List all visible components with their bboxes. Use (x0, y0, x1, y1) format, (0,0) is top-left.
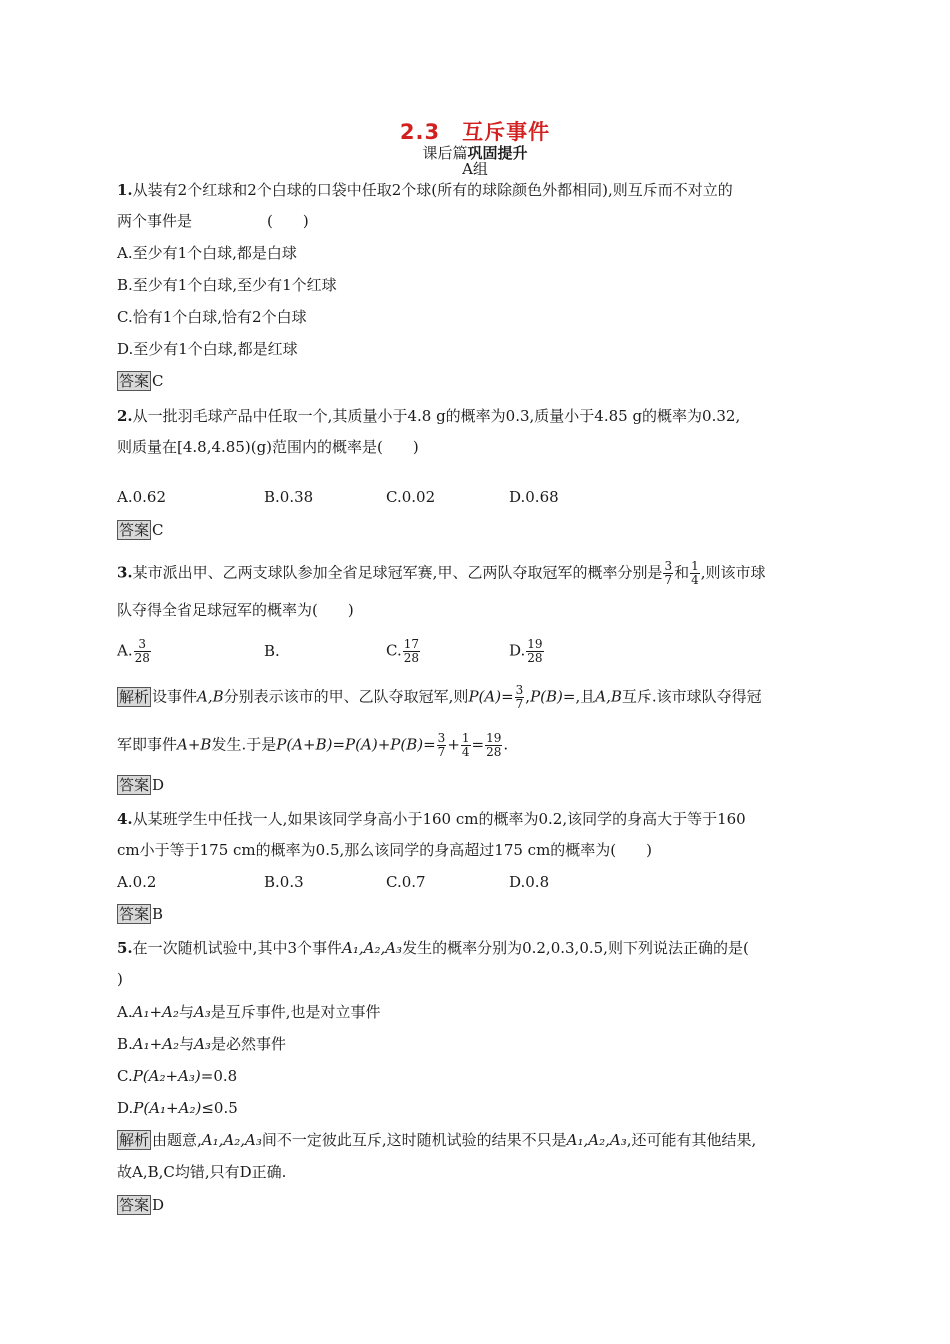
q3-number: 3. (117, 563, 133, 582)
math-var: A₁,A₂,A₃ (342, 939, 403, 957)
q4-number: 4. (117, 810, 133, 828)
subtitle-bold: 巩固提升 (467, 144, 528, 162)
q3-option-d-fraction (526, 638, 543, 665)
analysis-tag: 解析 (119, 687, 150, 706)
q3-fraction-2 (690, 560, 700, 587)
text: ,还可能有其他结果, (626, 1131, 757, 1149)
frac-num: 19 (527, 637, 543, 651)
frac-den: 28 (403, 651, 419, 665)
q1-stem-line1 (117, 180, 733, 200)
q3-stem-text1c: ,则该市球 (700, 563, 766, 582)
text: = (501, 687, 514, 706)
math-expr: P(A₂+A₃) (132, 1067, 201, 1085)
q3-analysis-line1 (117, 684, 762, 711)
text: 是互斥事件,也是对立事件 (210, 1003, 381, 1021)
math-expr: P(B) (390, 735, 424, 754)
q4-stem-line2: cm小于等于175 cm的概率为0.5,那么该同学的身高超过175 cm的概率为( ) (117, 841, 653, 859)
q3-fraction-1-4 (461, 732, 471, 759)
q3-fraction-1 (663, 560, 673, 587)
q3-answer-value: D (152, 776, 165, 794)
math-expr: P(A+B) (276, 735, 333, 754)
q2-option-b: B.0.38 (264, 488, 314, 506)
q1-option-a: A.至少有1个白球,都是白球 (117, 244, 297, 262)
frac-den: 28 (134, 651, 150, 665)
q4-stem-line1 (117, 809, 746, 829)
q5-option-d (117, 1098, 238, 1118)
math-var: A₃ (194, 1035, 211, 1053)
answer-tag: 答案 (119, 372, 150, 390)
q4-option-a: A.0.2 (117, 873, 157, 891)
frac-num: 3 (515, 683, 524, 697)
frac-num: 17 (403, 637, 419, 651)
text: 发生的概率分别为0.2,0.3,0.5,则下列说法正确的是( (402, 939, 749, 957)
q4-stem-text1: 从某班学生中任找一人,如果该同学身高小于160 cm的概率为0.2,该同学的身高大于等于160 (132, 810, 746, 828)
frac-den: 7 (437, 745, 446, 759)
text: , (525, 687, 531, 706)
option-label: A. (117, 1003, 133, 1021)
answer-tag: 答案 (119, 776, 150, 794)
q1-option-c: C.恰有1个白球,恰有2个白球 (117, 308, 307, 326)
text: 由题意, (152, 1131, 202, 1149)
math-expr: A₁+A₂ (132, 1003, 179, 1021)
option-label: D. (509, 641, 526, 660)
math-var: A,B (197, 687, 224, 706)
math-expr: P(A₁+A₂) (133, 1099, 202, 1117)
q1-option-d: D.至少有1个白球,都是红球 (117, 340, 298, 358)
subtitle-prefix: 课后篇 (422, 144, 468, 162)
text: 发生.于是 (211, 735, 277, 754)
answer-tag: 答案 (119, 521, 150, 539)
frac-den: 4 (461, 745, 470, 759)
frac-den: 7 (664, 573, 673, 587)
math-var: A₁,A₂,A₃ (201, 1131, 262, 1149)
q5-answer-value: D (152, 1196, 165, 1214)
frac-den: 4 (691, 573, 699, 587)
q5-option-a (117, 1002, 381, 1022)
math-expr: P(A) (468, 687, 502, 706)
frac-num: 3 (437, 731, 446, 745)
text: =0.8 (200, 1067, 238, 1085)
analysis-tag: 解析 (119, 1131, 150, 1149)
q3-option-c-fraction (403, 638, 420, 665)
frac-num: 19 (486, 731, 502, 745)
q2-stem-text1: 从一批羽毛球产品中任取一个,其质量小于4.8 g的概率为0.3,质量小于4.85 g的概率为0.32, (132, 407, 741, 425)
q3-analysis-line2 (117, 732, 508, 759)
q2-stem-line2: 则质量在[4.8,4.85)(g)范围内的概率是( ) (117, 438, 419, 456)
text: 军即事件 (117, 735, 178, 754)
option-label: C. (386, 641, 402, 660)
text: 与 (178, 1003, 194, 1021)
q2-answer (117, 520, 164, 540)
q3-fraction-3-7 (437, 732, 447, 759)
q2-number: 2. (117, 407, 133, 425)
q1-option-b: B.至少有1个白球,至少有1个红球 (117, 276, 337, 294)
text: =,且 (562, 687, 596, 706)
q5-analysis-line2: 故A,B,C均错,只有D正确. (117, 1163, 287, 1181)
frac-num: 3 (664, 559, 673, 573)
q5-stem-line1 (117, 938, 749, 958)
text: = (332, 735, 346, 754)
math-expr: A₁+A₂ (132, 1035, 180, 1053)
q1-answer (117, 371, 164, 391)
text: 与 (179, 1035, 195, 1053)
q3-analysis-fraction (515, 684, 525, 711)
text: 在一次随机试验中,其中3个事件 (132, 939, 342, 957)
q3-option-b: B. (264, 642, 280, 660)
text: ≤0.5 (201, 1099, 238, 1117)
q4-answer-value: B (152, 905, 164, 923)
q5-answer (117, 1195, 164, 1215)
option-label: C. (117, 1067, 133, 1085)
q4-option-b: B.0.3 (264, 873, 304, 891)
q3-option-d (509, 638, 545, 665)
option-label: A. (117, 641, 133, 660)
q3-fraction-19-28 (485, 732, 502, 759)
math-expr: P(A) (345, 735, 378, 754)
q4-answer (117, 904, 163, 924)
q5-number: 5. (117, 939, 133, 957)
q3-stem-text1b: 和 (674, 563, 690, 582)
q2-option-a: A.0.62 (117, 488, 166, 506)
option-label: B. (117, 1035, 133, 1053)
math-var: A₁,A₂,A₃ (566, 1131, 627, 1149)
q3-stem-line1 (117, 560, 766, 587)
q1-number: 1. (117, 181, 133, 199)
text: 设事件 (152, 687, 198, 706)
q5-analysis-line1 (117, 1130, 756, 1150)
text: + (377, 735, 391, 754)
q2-option-c: C.0.02 (386, 488, 436, 506)
math-var: A₃ (193, 1003, 211, 1021)
q5-option-b (117, 1034, 286, 1054)
frac-den: 28 (527, 651, 543, 665)
frac-den: 28 (486, 745, 502, 759)
q3-stem-line2: 队夺得全省足球冠军的概率为( ) (117, 601, 354, 619)
text: . (503, 735, 509, 754)
q2-option-d: D.0.68 (509, 488, 559, 506)
text: 分别表示该市的甲、乙队夺取冠军,则 (223, 687, 469, 706)
frac-den: 7 (515, 697, 524, 711)
page-title: 2.3 互斥事件 (399, 120, 551, 144)
q3-option-c (386, 638, 421, 665)
q5-stem-line2: ) (117, 970, 123, 988)
answer-tag: 答案 (119, 905, 150, 923)
q2-answer-value: C (152, 521, 164, 539)
text: = (423, 735, 436, 754)
math-var: A,B (595, 687, 622, 706)
q4-option-c: C.0.7 (386, 873, 426, 891)
answer-tag: 答案 (119, 1196, 150, 1214)
math-expr: A+B (177, 735, 212, 754)
frac-num: 3 (134, 638, 151, 652)
text: 是必然事件 (210, 1035, 286, 1053)
text: 互斥.该市球队夺得冠 (621, 687, 762, 706)
frac-num: 1 (691, 559, 699, 573)
q1-answer-value: C (152, 372, 164, 390)
group-label: A组 (462, 160, 488, 178)
q1-stem-text1: 从装有2个红球和2个白球的口袋中任取2个球(所有的球除颜色外都相同),则互斥而不对立的 (132, 181, 733, 199)
q5-option-c (117, 1066, 237, 1086)
q3-answer (117, 775, 164, 795)
text: 间不一定彼此互斥,这时随机试验的结果不只是 (261, 1131, 567, 1149)
q4-option-d: D.0.8 (509, 873, 550, 891)
math-expr: P(B) (530, 687, 563, 706)
text: + (447, 735, 460, 754)
frac-num: 1 (461, 731, 470, 745)
text: = (471, 735, 485, 754)
q3-stem-text1a: 某市派出甲、乙两支球队参加全省足球冠军赛,甲、乙两队夺取冠军的概率分别是 (132, 563, 663, 582)
q2-stem-line1 (117, 406, 740, 426)
option-label: D. (117, 1099, 134, 1117)
q3-option-a (117, 638, 152, 665)
q1-stem-line2: 两个事件是 ( ) (117, 212, 309, 230)
q3-option-a-fraction (134, 638, 151, 665)
